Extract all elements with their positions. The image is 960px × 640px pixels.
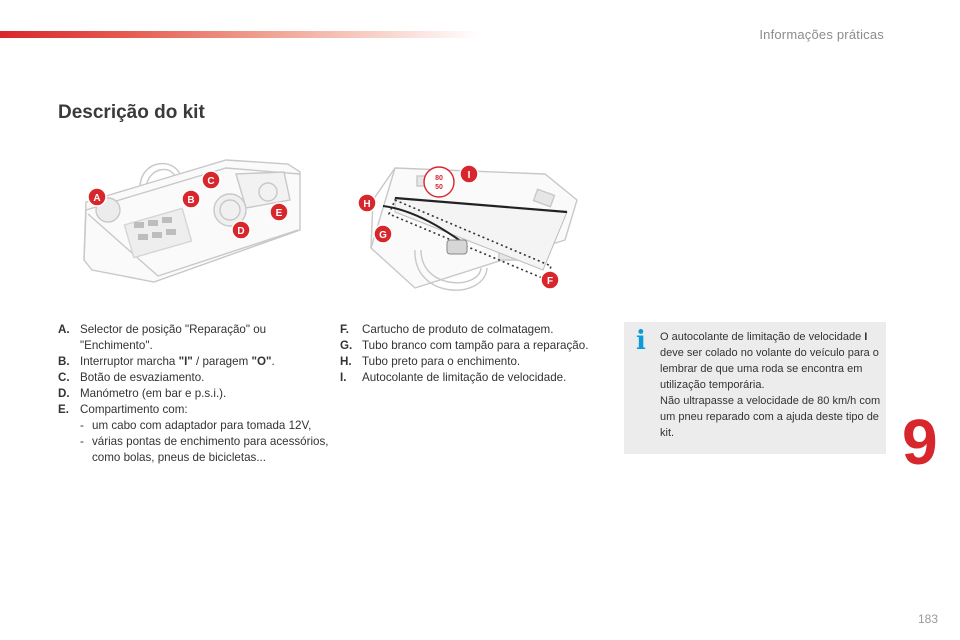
list-item: G. Tubo branco com tampão para a reparação. [340, 339, 589, 352]
parts-list-left [58, 322, 330, 466]
list-item: B. Interruptor marcha "I" / paragem "O". [58, 355, 275, 368]
sticker-speed-bottom: 50 [435, 184, 443, 191]
page-number: 183 [917, 612, 938, 626]
callout-label-g: G [379, 230, 387, 241]
kit-illustration-right [355, 140, 587, 300]
sub-list-item: - várias pontas de enchimento para acessórios, como bolas, pneus de bicicletas... [80, 435, 329, 464]
list-item: H. Tubo preto para o enchimento. [340, 355, 521, 368]
sticker-speed-top: 80 [435, 175, 443, 182]
list-item: A. Selector de posição "Reparação" ou "Enchimento". [58, 323, 267, 352]
callout-label-f: F [546, 276, 554, 287]
section-title: Descrição do kit [58, 102, 205, 123]
info-box [624, 322, 886, 454]
callout-label-h: H [363, 199, 371, 210]
callout-label-c: C [207, 176, 215, 187]
info-text [660, 329, 882, 441]
list-item: C. Botão de esvaziamento. [58, 371, 205, 384]
list-item: F. Cartucho de produto de colmatagem. [340, 323, 554, 336]
header-accent-bar [0, 31, 480, 38]
list-item: D. Manómetro (em bar e p.s.i.). [58, 387, 227, 400]
info-icon: i [636, 326, 646, 356]
parts-list-right [340, 322, 600, 386]
chapter-header-title: Informações práticas [759, 27, 884, 42]
list-item: E. Compartimento com: [58, 403, 188, 416]
list-item: I. Autocolante de limitação de velocidade. [340, 371, 567, 384]
callout-label-d: D [237, 226, 245, 237]
callout-label-i: I [467, 170, 471, 181]
callout-label-a: A [93, 193, 101, 204]
callout-label-e: E [275, 208, 283, 219]
info-paragraph-1: O autocolante de limitação de velocidade I deve ser colado no volante do veículo para o lembrar de que uma roda se encontra em utilização temporária. [660, 331, 879, 391]
sub-list-item: - um cabo com adaptador para tomada 12V, [80, 419, 312, 432]
callout-label-b: B [187, 195, 195, 206]
info-paragraph-2: Não ultrapasse a velocidade de 80 km/h com um pneu reparado com a ajuda deste tipo de kit. [660, 395, 881, 439]
kit-illustration-left [78, 150, 310, 290]
chapter-number: 9 [902, 406, 938, 478]
